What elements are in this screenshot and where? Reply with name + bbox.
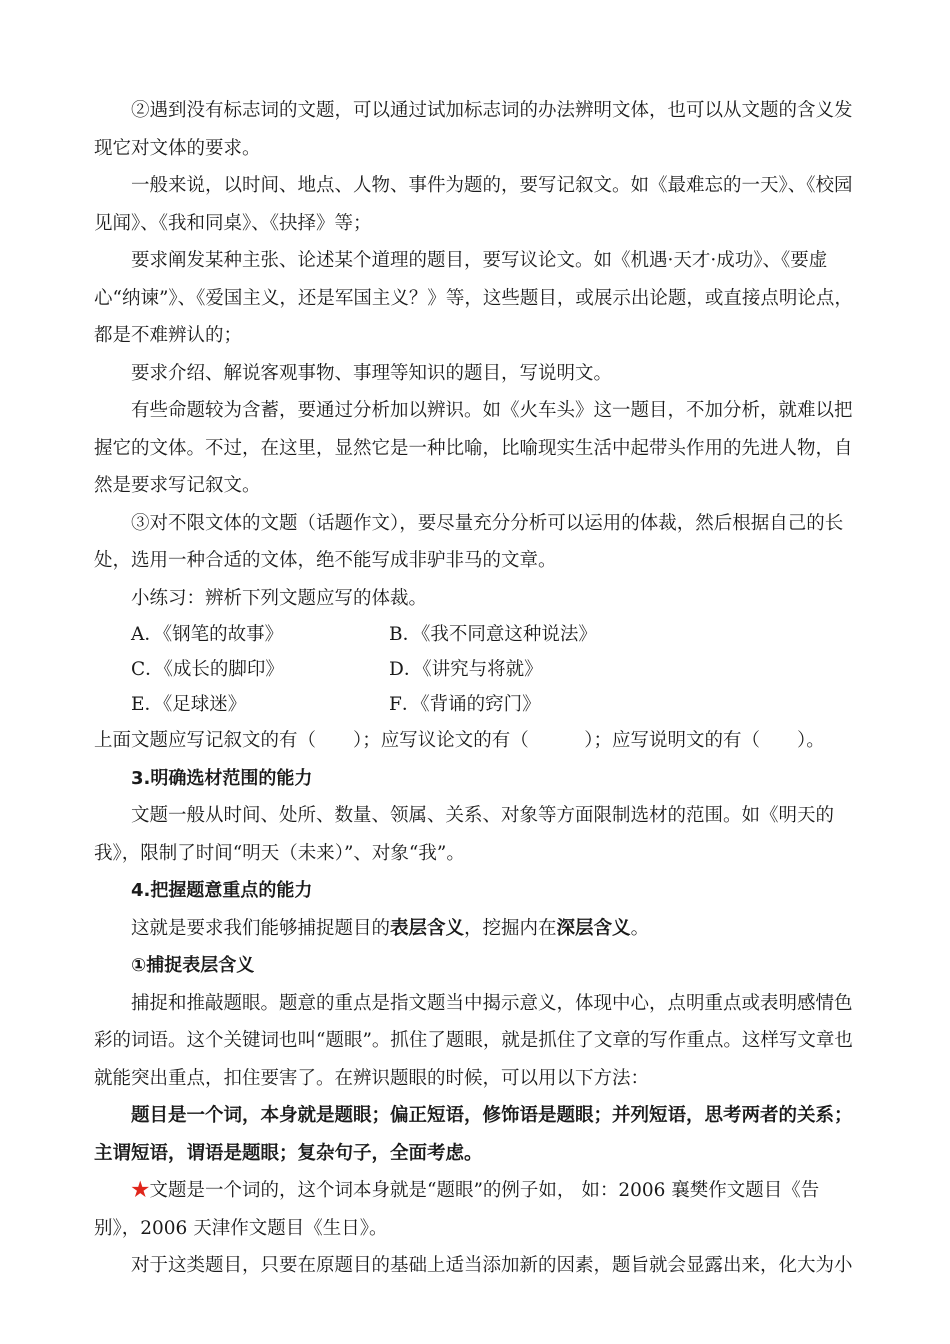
section-heading: 3.明确选材范围的能力	[131, 767, 313, 789]
sub-heading: ①捕捉表层含义	[131, 955, 255, 976]
bold-rule-paragraph: 题目是一个词，本身就是题眼；偏正短语，修饰语是题眼；并列短语，思考两者的关系；主谓短语，谓语是题眼；复杂句子，全面考虑。	[94, 1105, 853, 1164]
example-paragraph	[94, 1172, 864, 1247]
exercise-options	[94, 617, 864, 722]
intro-text: 。	[630, 917, 650, 939]
option-b: B．《我不同意这种说法》	[389, 624, 597, 645]
emphasis-deep-meaning: 深层含义	[556, 917, 631, 939]
emphasis-surface-meaning: 表层含义	[390, 917, 465, 939]
paragraph: ②遇到没有标志词的文题，可以通过试加标志词的办法辨明文体，也可以从文题的含义发现它对文体的要求。	[94, 100, 853, 159]
document-body	[94, 92, 864, 1285]
example-text: 文题是一个词的，这个词本身就是“题眼”的例子如， 如：2006 襄樊作文题目《告别》，2006 天津作文题目《生日》。	[94, 1180, 820, 1239]
section-heading: 4.把握题意重点的能力	[131, 880, 313, 901]
paragraph: 对于这类题目，只要在原题目的基础上适当添加新的因素，题旨就会显露出来，化大为小	[131, 1255, 853, 1276]
option-e: E．《足球迷》	[131, 694, 247, 715]
paragraph: 有些命题较为含蓄，要通过分析加以辨识。如《火车头》这一题目，不加分析，就难以把握它的文体。不过，在这里，显然它是一种比喻，比喻现实生活中起带头作用的先进人物，自然是要求写记叙文。	[94, 400, 853, 496]
option-a: A．《钢笔的故事》	[131, 624, 284, 645]
intro-text: 这就是要求我们能够捕捉题目的	[131, 917, 391, 939]
answer-line: 上面文题应写记叙文的有（ ）；应写议论文的有（ ）；应写说明文的有（ ）。	[94, 730, 825, 751]
paragraph: 文题一般从时间、处所、数量、领属、关系、对象等方面限制选材的范围。如《明天的我》，限制了时间“明天（未来）”、对象“我”。	[94, 805, 835, 864]
option-row	[94, 652, 864, 687]
option-d: D．《讲究与将就》	[389, 659, 543, 680]
paragraph: 要求介绍、解说客观事物、事理等知识的题目，写说明文。	[131, 362, 613, 384]
exercise-prompt: 小练习：辨析下列文题应写的体裁。	[131, 587, 428, 609]
paragraph: ③对不限文体的文题（话题作文），要尽量充分分析可以运用的体裁，然后根据自己的长处，选用一种合适的文体，绝不能写成非驴非马的文章。	[94, 512, 844, 571]
paragraph: 捕捉和推敲题眼。题意的重点是指文题当中揭示意义，体现中心，点明重点或表明感情色彩的词语。这个关键词也叫“题眼”。抓住了题眼，就是抓住了文章的写作重点。这样写文章也就能突出重点，扣住要害了。在辨识题眼的时候，可以用以下方法：	[94, 992, 853, 1089]
option-row	[94, 617, 864, 652]
intro-text: ，挖掘内在	[464, 917, 557, 939]
option-c: C．《成长的脚印》	[131, 659, 284, 680]
paragraph: 要求阐发某种主张、论述某个道理的题目，要写议论文。如《机遇·天才·成功》、《要虚心“纳谏”》、《爱国主义，还是军国主义？》等，这些题目，或展示出论题，或直接点明论点，都是不难辨认的；	[94, 250, 853, 346]
option-row	[94, 687, 864, 722]
star-icon: ★	[131, 1180, 150, 1201]
section-intro	[94, 910, 864, 948]
paragraph: 一般来说，以时间、地点、人物、事件为题的，要写记叙文。如《最难忘的一天》、《校园见闻》、《我和同桌》、《抉择》等；	[94, 175, 853, 234]
option-f: F．《背诵的窍门》	[389, 694, 541, 715]
